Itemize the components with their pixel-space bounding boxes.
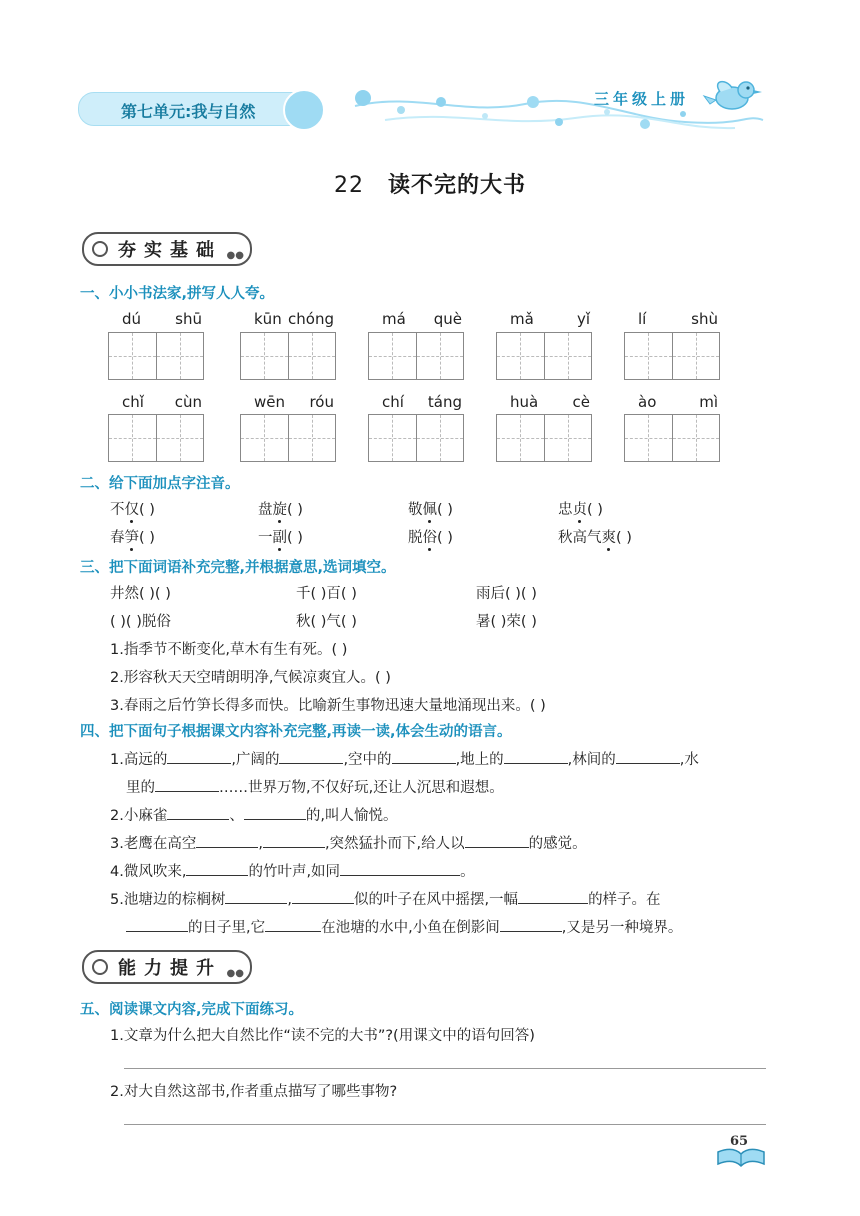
word-part: 盘 — [258, 502, 273, 518]
grid-cell[interactable] — [289, 415, 336, 461]
pinyin-label — [122, 393, 202, 411]
grid-cell[interactable] — [497, 333, 545, 379]
pinyin-syllable: chóng — [288, 310, 334, 328]
sentence-text: ,突然猛扑而下,给人以 — [324, 836, 465, 852]
pinyin-syllable: dú — [122, 310, 142, 328]
sentence-text: 似的叶子在风中摇摆,一幅 — [353, 892, 519, 908]
lesson-name: 读不完的大书 — [387, 173, 526, 198]
answer-blank[interactable] — [196, 835, 258, 848]
writing-grid[interactable] — [240, 332, 336, 380]
pinyin-label — [638, 393, 718, 411]
answer-blank[interactable] — [225, 891, 287, 904]
word-fill-4: ( )( )脱俗 — [110, 614, 171, 630]
pinyin-label — [382, 310, 462, 328]
reading-item-2: 2.对大自然这部书,作者重点描写了哪些事物? — [110, 1084, 398, 1100]
grid-cell[interactable] — [157, 333, 204, 379]
pinyin-syllable: róu — [309, 393, 334, 411]
answer-line-2[interactable] — [124, 1124, 766, 1125]
question-heading-4: 四、把下面句子根据课文内容补充完整,再读一读,体会生动的语言。 — [80, 724, 512, 740]
sentence-1-line-1 — [110, 748, 699, 769]
writing-grid[interactable] — [496, 332, 592, 380]
grid-cell[interactable] — [497, 415, 545, 461]
answer-blank[interactable] — [244, 807, 306, 820]
grid-cell[interactable] — [673, 333, 720, 379]
dotted-character: 佩 — [423, 498, 438, 519]
sentence-text: 2.小麻雀 — [110, 808, 168, 824]
sentence-text: ,空中的 — [343, 752, 392, 768]
dots-icon: ●● — [226, 250, 244, 261]
sentence-text: ,地上的 — [455, 752, 504, 768]
pinyin-label — [254, 310, 334, 328]
grid-cell[interactable] — [369, 333, 417, 379]
sentence-text: ,又是另一种境界。 — [561, 920, 683, 936]
answer-paren[interactable]: ( ) — [287, 530, 303, 546]
sentence-text: 5.池塘边的棕榈树 — [110, 892, 226, 908]
pinyin-syllable: lí — [638, 310, 647, 328]
word-part: 脱 — [408, 530, 423, 546]
sentence-text: 、 — [229, 808, 244, 824]
answer-paren[interactable]: ( ) — [437, 530, 453, 546]
phonetic-item — [558, 498, 603, 519]
sentence-3 — [110, 832, 587, 853]
sentence-text: ……世界万物,不仅好玩,还让人沉思和遐想。 — [219, 780, 504, 796]
word-fill-5: 秋( )气( ) — [296, 614, 357, 630]
grid-cell[interactable] — [625, 333, 673, 379]
section-badge-advance — [82, 950, 252, 984]
sentence-text: 1.高远的 — [110, 752, 168, 768]
word-part: 敬 — [408, 502, 423, 518]
answer-blank[interactable] — [279, 751, 343, 764]
answer-blank[interactable] — [616, 751, 680, 764]
grid-cell[interactable] — [545, 333, 592, 379]
answer-paren[interactable]: ( ) — [587, 502, 603, 518]
answer-paren[interactable]: ( ) — [437, 502, 453, 518]
pinyin-syllable: cùn — [174, 393, 202, 411]
pinyin-syllable: shū — [175, 310, 202, 328]
sentence-2 — [110, 804, 397, 825]
dotted-character: 旋 — [273, 498, 288, 519]
answer-blank[interactable] — [392, 751, 456, 764]
answer-blank[interactable] — [155, 779, 219, 792]
choose-item-3: 3.春雨之后竹笋长得多而快。比喻新生事物迅速大量地涌现出来。( ) — [110, 698, 546, 714]
pinyin-label — [382, 393, 462, 411]
word-fill-1: 井然( )( ) — [110, 586, 171, 602]
phonetic-item — [408, 526, 453, 547]
sentence-text: 的,叫人愉悦。 — [305, 808, 398, 824]
grade-label: 三年级上册 — [594, 90, 690, 108]
pinyin-syllable: chí — [382, 393, 404, 411]
pinyin-syllable: shù — [691, 310, 718, 328]
banner-circle-decoration — [283, 89, 325, 131]
grid-cell[interactable] — [157, 415, 204, 461]
sentence-text: 的样子。在 — [588, 892, 661, 908]
answer-blank[interactable] — [292, 891, 354, 904]
answer-blank[interactable] — [126, 919, 188, 932]
pinyin-label — [638, 310, 718, 328]
section-badge-basic — [82, 232, 252, 266]
sentence-text: 3.老鹰在高空 — [110, 836, 197, 852]
writing-grid[interactable] — [624, 332, 720, 380]
pinyin-syllable: huà — [510, 393, 539, 411]
writing-grid[interactable] — [240, 414, 336, 462]
sentence-text: ,广阔的 — [231, 752, 280, 768]
phonetic-item — [110, 526, 155, 547]
answer-blank[interactable] — [167, 807, 229, 820]
pinyin-syllable: wēn — [254, 393, 286, 411]
sentence-5-line-1 — [110, 888, 661, 909]
answer-blank[interactable] — [167, 751, 231, 764]
pinyin-syllable: chǐ — [122, 393, 144, 411]
question-heading-2: 二、给下面加点字注音。 — [80, 476, 240, 492]
open-book-icon — [716, 1146, 766, 1172]
pinyin-syllable: táng — [427, 393, 462, 411]
section-title: 夯实基础 — [118, 240, 222, 261]
grid-cell[interactable] — [369, 415, 417, 461]
answer-paren[interactable]: ( ) — [287, 502, 303, 518]
answer-blank[interactable] — [465, 835, 529, 848]
ring-icon — [92, 959, 108, 975]
answer-line-1[interactable] — [124, 1068, 766, 1069]
answer-blank[interactable] — [263, 835, 325, 848]
grid-cell[interactable] — [417, 333, 464, 379]
grid-cell[interactable] — [289, 333, 336, 379]
lesson-title — [0, 168, 860, 199]
phonetic-item — [558, 526, 632, 547]
phonetic-item — [408, 498, 453, 519]
sentence-text: 的感觉。 — [528, 836, 587, 852]
pinyin-syllable: què — [433, 310, 462, 328]
dotted-character: 副 — [273, 526, 288, 547]
sentence-4 — [110, 860, 475, 881]
sentence-text: 的竹叶声,如同 — [248, 864, 341, 880]
grid-cell[interactable] — [109, 415, 157, 461]
sentence-1-line-2 — [126, 776, 504, 797]
pinyin-label — [254, 393, 334, 411]
sentence-text: ,林间的 — [567, 752, 616, 768]
dotted-character: 仅 — [125, 498, 140, 519]
word-part: 秋高气 — [558, 530, 602, 546]
choose-item-1: 1.指季节不断变化,草木有生有死。( ) — [110, 642, 348, 658]
grid-cell[interactable] — [417, 415, 464, 461]
section-title: 能力提升 — [118, 958, 222, 979]
unit-title: 第七单元:我与自然 — [121, 102, 256, 121]
unit-banner — [78, 92, 322, 126]
pinyin-syllable: cè — [572, 393, 590, 411]
writing-grid[interactable] — [624, 414, 720, 462]
pinyin-label — [510, 393, 590, 411]
answer-blank[interactable] — [340, 863, 460, 876]
word-fill-3: 雨后( )( ) — [476, 586, 537, 602]
question-heading-5: 五、阅读课文内容,完成下面练习。 — [80, 1002, 304, 1018]
dots-icon: ●● — [226, 968, 244, 979]
question-heading-3: 三、把下面词语补充完整,并根据意思,选词填空。 — [80, 560, 396, 576]
word-fill-6: 暑( )荣( ) — [476, 614, 537, 630]
word-part: 春 — [110, 530, 125, 546]
writing-grid[interactable] — [368, 332, 464, 380]
dotted-character: 爽 — [602, 526, 617, 547]
phonetic-item — [258, 498, 303, 519]
word-part: 一 — [258, 530, 273, 546]
writing-grid[interactable] — [108, 414, 204, 462]
dotted-character: 贞 — [573, 498, 588, 519]
pinyin-label — [122, 310, 202, 328]
answer-blank[interactable] — [500, 919, 562, 932]
grid-cell[interactable] — [109, 333, 157, 379]
sentence-text: , — [287, 892, 292, 908]
grid-cell[interactable] — [673, 415, 720, 461]
writing-grid[interactable] — [108, 332, 204, 380]
page-number: 65 — [730, 1134, 749, 1149]
phonetic-item — [258, 526, 303, 547]
dotted-character: 笋 — [125, 526, 140, 547]
grid-cell[interactable] — [625, 415, 673, 461]
sentence-text: 。 — [460, 864, 475, 880]
answer-paren[interactable]: ( ) — [139, 530, 155, 546]
phonetic-item — [110, 498, 155, 519]
sentence-text: 里的 — [126, 780, 155, 796]
bird-icon — [702, 74, 766, 114]
answer-blank[interactable] — [504, 751, 568, 764]
word-part: 不 — [110, 502, 125, 518]
word-fill-2: 千( )百( ) — [296, 586, 357, 602]
answer-blank[interactable] — [265, 919, 321, 932]
pinyin-syllable: ào — [638, 393, 657, 411]
lesson-number: 22 — [333, 173, 364, 198]
sentence-text: 的日子里,它 — [188, 920, 266, 936]
sentence-text: , — [258, 836, 263, 852]
sentence-text: 4.微风吹来, — [110, 864, 187, 880]
pinyin-syllable: mì — [699, 393, 718, 411]
pinyin-syllable: kūn — [254, 310, 282, 328]
answer-blank[interactable] — [186, 863, 248, 876]
grid-cell[interactable] — [241, 415, 289, 461]
pinyin-label — [510, 310, 590, 328]
grid-cell[interactable] — [241, 333, 289, 379]
sentence-text: 在池塘的水中,小鱼在倒影间 — [321, 920, 500, 936]
sentence-text: ,水 — [679, 752, 699, 768]
grid-cell[interactable] — [545, 415, 592, 461]
dotted-character: 俗 — [423, 526, 438, 547]
question-heading-1: 一、小小书法家,拼写人人夸。 — [80, 286, 275, 302]
sentence-5-line-2 — [126, 916, 682, 937]
answer-blank[interactable] — [518, 891, 588, 904]
writing-grid[interactable] — [368, 414, 464, 462]
reading-item-1: 1.文章为什么把大自然比作“读不完的大书”?(用课文中的语句回答) — [110, 1028, 535, 1044]
pinyin-syllable: mǎ — [510, 310, 534, 328]
answer-paren[interactable]: ( ) — [139, 502, 155, 518]
ring-icon — [92, 241, 108, 257]
choose-item-2: 2.形容秋天天空晴朗明净,气候凉爽宜人。( ) — [110, 670, 391, 686]
pinyin-syllable: yǐ — [576, 310, 590, 328]
answer-paren[interactable]: ( ) — [616, 530, 632, 546]
pinyin-syllable: má — [382, 310, 406, 328]
writing-grid[interactable] — [496, 414, 592, 462]
word-part: 忠 — [558, 502, 573, 518]
